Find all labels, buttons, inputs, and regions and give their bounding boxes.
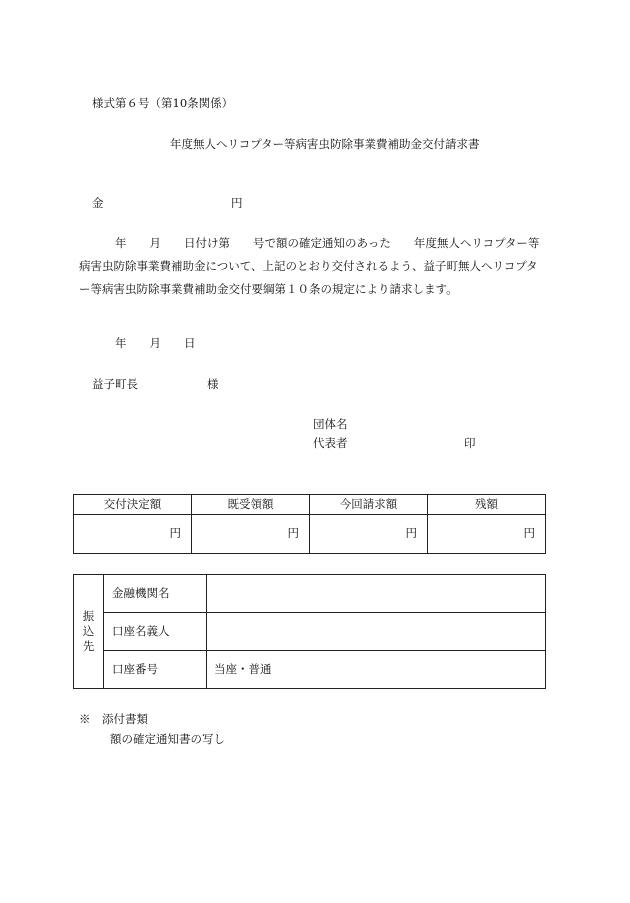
seal-mark: 印 — [464, 436, 476, 450]
header-grant-decision: 交付決定額 — [74, 495, 192, 515]
org-name-label: 団体名 — [313, 417, 348, 431]
representative-label: 代表者 — [313, 436, 348, 450]
account-number-label: 口座番号 — [104, 651, 207, 689]
table-row — [74, 575, 546, 613]
attachments-heading: ※ 添付書類 — [79, 712, 148, 726]
vertical-char: 込 — [82, 624, 95, 638]
table-row — [74, 613, 546, 651]
amount-unit: 円 — [231, 196, 243, 210]
paragraph-line: ー等病害虫防除事業費補助金交付要綱第１０条の規定により請求します。 — [79, 282, 458, 296]
transfer-destination-label — [74, 575, 104, 689]
amount-table-value-row — [74, 515, 546, 554]
cell-grant-decision[interactable]: 円 — [74, 515, 192, 554]
cell-current-request[interactable]: 円 — [310, 515, 428, 554]
addressee-name: 益子町長 — [92, 377, 138, 391]
table-row — [74, 651, 546, 689]
attachment-item: 額の確定通知書の写し — [110, 732, 225, 746]
form-label: 様式第６号（第10条関係） — [92, 96, 234, 110]
request-date: 年 月 日 — [115, 336, 196, 350]
vertical-char: 先 — [82, 639, 95, 653]
amount-table-header-row — [74, 495, 546, 515]
account-holder-field[interactable] — [207, 613, 546, 651]
amount-prefix: 金 — [92, 196, 104, 210]
addressee-honorific: 様 — [207, 377, 219, 391]
account-holder-label: 口座名義人 — [104, 613, 207, 651]
account-number-field[interactable]: 当座・普通 — [207, 651, 546, 689]
paragraph-line: 年 月 日付け第 号で額の確定通知のあった 年度無人ヘリコプター等 — [115, 236, 540, 250]
paragraph-line: 病害虫防除事業費補助金について、上記のとおり交付されるよう、益子町無人ヘリコプタ — [79, 259, 538, 273]
request-paragraph — [79, 232, 559, 301]
cell-received[interactable]: 円 — [192, 515, 310, 554]
bank-name-label: 金融機関名 — [104, 575, 207, 613]
header-received: 既受領額 — [192, 495, 310, 515]
header-current-request: 今回請求額 — [310, 495, 428, 515]
bank-name-field[interactable] — [207, 575, 546, 613]
amount-table — [73, 494, 546, 554]
document-title: 年度無人ヘリコプター等病害虫防除事業費補助金交付請求書 — [170, 137, 480, 151]
vertical-char: 振 — [82, 609, 95, 623]
bank-transfer-table — [73, 574, 546, 689]
header-remaining: 残額 — [428, 495, 546, 515]
cell-remaining[interactable]: 円 — [428, 515, 546, 554]
